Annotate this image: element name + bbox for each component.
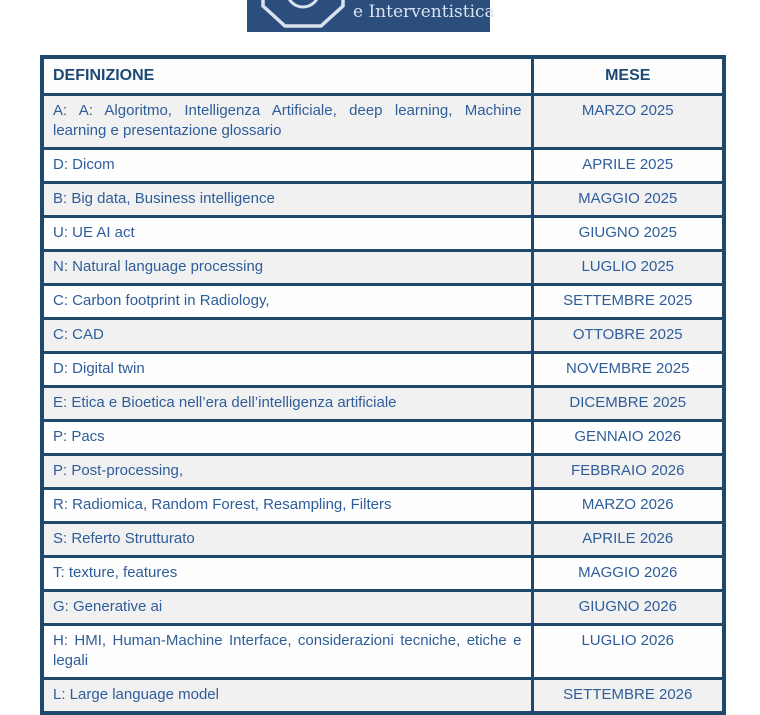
table-row: [42, 591, 724, 625]
definition-cell: C: Carbon footprint in Radiology,: [42, 285, 532, 319]
organization-name-line2: e Interventistica: [353, 2, 495, 22]
table-row: [42, 183, 724, 217]
definition-cell: P: Pacs: [42, 421, 532, 455]
table-row: [42, 95, 724, 149]
month-cell: MARZO 2026: [532, 489, 724, 523]
definition-cell: C: CAD: [42, 319, 532, 353]
month-cell: MARZO 2025: [532, 95, 724, 149]
month-cell: GIUGNO 2026: [532, 591, 724, 625]
table-row: [42, 149, 724, 183]
month-cell: MAGGIO 2025: [532, 183, 724, 217]
definition-cell: E: Etica e Bioetica nell’era dell’intelligenza artificiale: [42, 387, 532, 421]
month-cell: DICEMBRE 2025: [532, 387, 724, 421]
table-row: [42, 251, 724, 285]
definition-cell: A: A: Algoritmo, Intelligenza Artificiale, deep learning, Machine learning e presentazione glossario: [42, 95, 532, 149]
month-cell: SETTEMBRE 2025: [532, 285, 724, 319]
column-header-definizione: DEFINIZIONE: [42, 57, 532, 95]
month-cell: FEBBRAIO 2026: [532, 455, 724, 489]
table-row: [42, 319, 724, 353]
definition-cell: U: UE AI act: [42, 217, 532, 251]
schedule-table: [40, 55, 726, 715]
month-cell: GIUGNO 2025: [532, 217, 724, 251]
table-row: [42, 557, 724, 591]
month-cell: APRILE 2025: [532, 149, 724, 183]
table-row: [42, 421, 724, 455]
table-row: [42, 353, 724, 387]
column-header-mese: MESE: [532, 57, 724, 95]
month-cell: LUGLIO 2025: [532, 251, 724, 285]
definition-cell: R: Radiomica, Random Forest, Resampling, Filters: [42, 489, 532, 523]
definition-cell: N: Natural language processing: [42, 251, 532, 285]
table-row: [42, 285, 724, 319]
organization-name: [353, 0, 676, 23]
month-cell: OTTOBRE 2025: [532, 319, 724, 353]
month-cell: GENNAIO 2026: [532, 421, 724, 455]
definition-cell: D: Dicom: [42, 149, 532, 183]
definition-cell: H: HMI, Human-Machine Interface, considerazioni tecniche, etiche e legali: [42, 625, 532, 679]
month-cell: MAGGIO 2026: [532, 557, 724, 591]
definition-cell: G: Generative ai: [42, 591, 532, 625]
table-row: [42, 455, 724, 489]
table-row: [42, 217, 724, 251]
month-cell: NOVEMBRE 2025: [532, 353, 724, 387]
table-row: [42, 387, 724, 421]
table-row: [42, 679, 724, 714]
table-row: [42, 489, 724, 523]
definition-cell: P: Post-processing,: [42, 455, 532, 489]
logo-banner: [247, 0, 495, 32]
table-row: [42, 523, 724, 557]
month-cell: LUGLIO 2026: [532, 625, 724, 679]
month-cell: APRILE 2026: [532, 523, 724, 557]
definition-cell: B: Big data, Business intelligence: [42, 183, 532, 217]
definition-cell: D: Digital twin: [42, 353, 532, 387]
definition-cell: S: Referto Strutturato: [42, 523, 532, 557]
table-row: [42, 625, 724, 679]
definition-cell: T: texture, features: [42, 557, 532, 591]
table-header-row: [42, 57, 724, 95]
sirm-octagon-monogram-icon: [259, 0, 347, 29]
month-cell: SETTEMBRE 2026: [532, 679, 724, 714]
definition-cell: L: Large language model: [42, 679, 532, 714]
